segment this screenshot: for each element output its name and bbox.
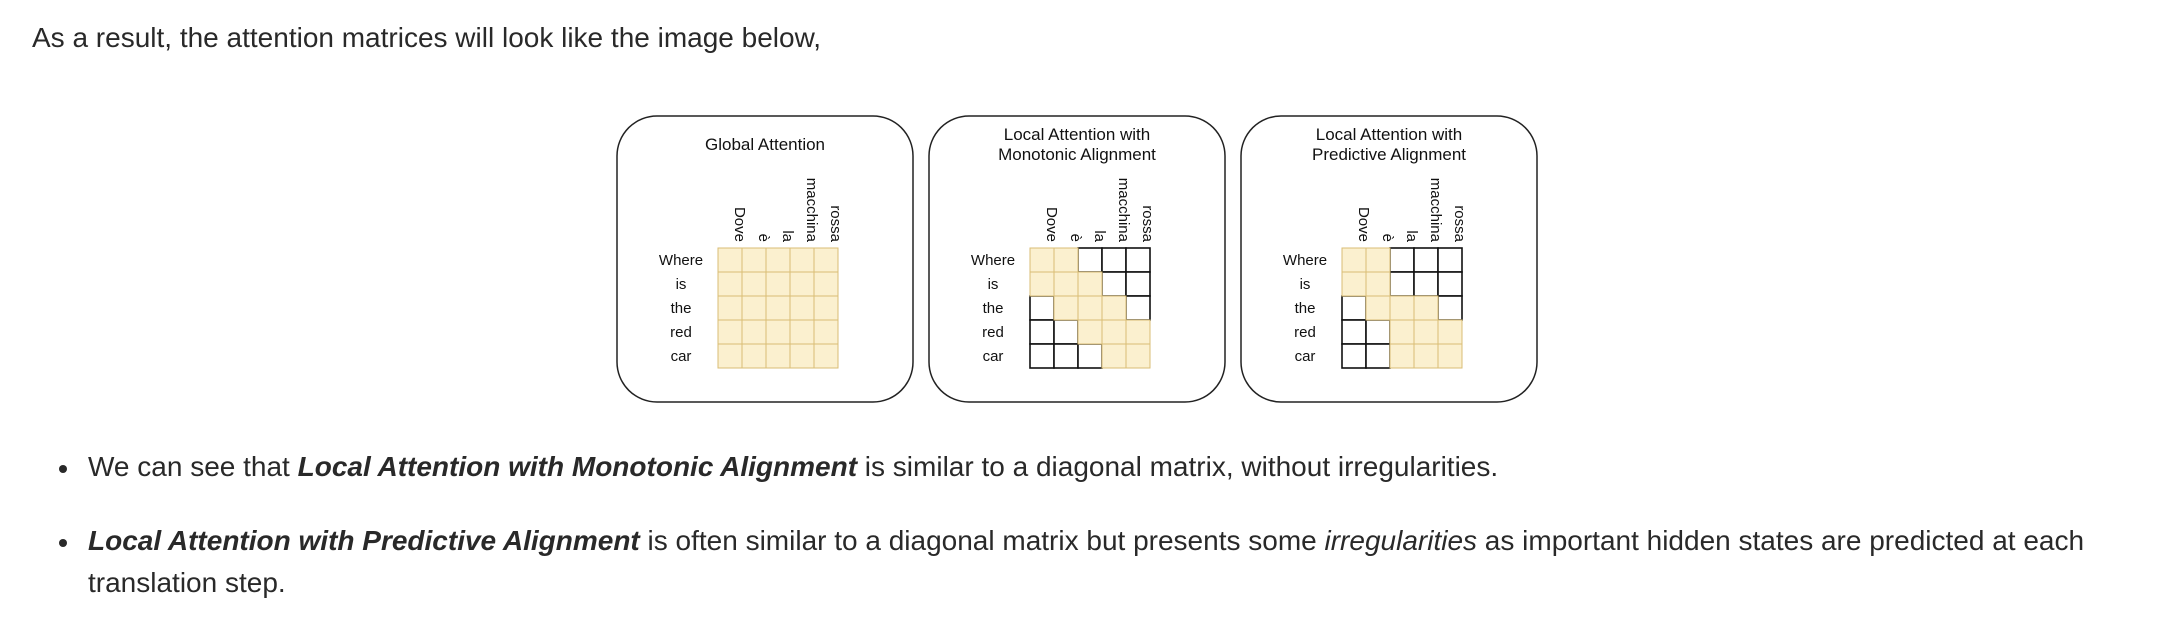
empty-cell	[1126, 272, 1150, 296]
empty-cell	[1366, 320, 1390, 344]
attended-cell	[1438, 320, 1462, 344]
attended-cell	[742, 296, 766, 320]
source-word-label: rossa	[1451, 205, 1468, 242]
empty-cell	[1102, 248, 1126, 272]
target-word-label: Where	[658, 252, 704, 269]
attention-matrices-diagram	[615, 114, 1549, 404]
attended-cell	[1054, 296, 1078, 320]
attended-cell	[1126, 344, 1150, 368]
attended-cell	[1078, 320, 1102, 344]
attended-cell	[766, 344, 790, 368]
target-word-label: car	[670, 348, 692, 365]
target-word-label: the	[982, 300, 1004, 317]
attended-cell	[790, 248, 814, 272]
attended-cell	[1438, 344, 1462, 368]
bullet-text: as important hidden states are predicted at each translation step.	[88, 525, 2085, 598]
attended-cell	[766, 272, 790, 296]
bullet-text: is often similar to a diagonal matrix but presents some	[639, 525, 1325, 556]
attended-cell	[1366, 248, 1390, 272]
empty-cell	[1366, 344, 1390, 368]
attended-cell	[790, 344, 814, 368]
attended-cell	[1366, 272, 1390, 296]
target-word-label: the	[670, 300, 692, 317]
empty-cell	[1438, 296, 1462, 320]
empty-cell	[1078, 344, 1102, 368]
panel-title: Local Attention with	[1003, 125, 1151, 144]
attended-cell	[718, 344, 742, 368]
attended-cell	[1030, 272, 1054, 296]
attended-cell	[814, 344, 838, 368]
target-word-label: car	[982, 348, 1004, 365]
target-word-label: is	[675, 276, 687, 293]
empty-cell	[1342, 344, 1366, 368]
attended-cell	[766, 248, 790, 272]
attended-cell	[790, 272, 814, 296]
target-word-label: is	[987, 276, 999, 293]
empty-cell	[1102, 272, 1126, 296]
attended-cell	[1390, 320, 1414, 344]
source-word-label: rossa	[1139, 205, 1156, 242]
attended-cell	[742, 344, 766, 368]
emphasis-text: Local Attention with Predictive Alignment	[88, 525, 640, 556]
attended-cell	[742, 248, 766, 272]
attended-cell	[1390, 344, 1414, 368]
empty-cell	[1414, 272, 1438, 296]
attention-matrices-figure	[615, 114, 1549, 404]
attended-cell	[1390, 296, 1414, 320]
bullet-text: is similar to a diagonal matrix, without irregularities.	[857, 451, 1499, 482]
source-word-label: macchina	[1115, 177, 1132, 242]
source-word-label: è	[755, 233, 772, 242]
empty-cell	[1030, 344, 1054, 368]
target-word-label: the	[1294, 300, 1316, 317]
bullet-dot	[59, 465, 67, 473]
attended-cell	[1102, 320, 1126, 344]
source-word-label: la	[1091, 230, 1108, 242]
empty-cell	[1342, 296, 1366, 320]
panel-title: Global Attention	[704, 135, 826, 154]
attended-cell	[1054, 272, 1078, 296]
empty-cell	[1030, 296, 1054, 320]
attended-cell	[718, 296, 742, 320]
attended-cell	[1030, 248, 1054, 272]
target-word-label: is	[1299, 276, 1311, 293]
attended-cell	[1414, 320, 1438, 344]
source-word-label: Dove	[1355, 206, 1372, 242]
italic-text: irregularities	[1324, 525, 1478, 556]
source-word-label: la	[1403, 230, 1420, 242]
attended-cell	[1102, 344, 1126, 368]
attended-cell	[1342, 272, 1366, 296]
source-word-label: macchina	[1427, 177, 1444, 242]
attended-cell	[790, 296, 814, 320]
source-word-label: è	[1379, 233, 1396, 242]
empty-cell	[1078, 248, 1102, 272]
attended-cell	[766, 320, 790, 344]
empty-cell	[1030, 320, 1054, 344]
empty-cell	[1054, 344, 1078, 368]
attended-cell	[790, 320, 814, 344]
source-word-label: la	[779, 230, 796, 242]
attended-cell	[718, 272, 742, 296]
intro-paragraph: As a result, the attention matrices will look like the image below,	[32, 22, 822, 53]
empty-cell	[1390, 272, 1414, 296]
emphasis-text: Local Attention with Monotonic Alignment	[297, 451, 858, 482]
source-word-label: macchina	[803, 177, 820, 242]
attended-cell	[1078, 296, 1102, 320]
attended-cell	[1102, 296, 1126, 320]
panel-title: Predictive Alignment	[1311, 145, 1467, 164]
attended-cell	[1366, 296, 1390, 320]
empty-cell	[1414, 248, 1438, 272]
target-word-label: Where	[970, 252, 1016, 269]
empty-cell	[1438, 248, 1462, 272]
attended-cell	[814, 320, 838, 344]
bullet-dot	[59, 539, 67, 547]
source-word-label: Dove	[1043, 206, 1060, 242]
attended-cell	[1342, 248, 1366, 272]
list-item	[88, 446, 2128, 488]
empty-cell	[1342, 320, 1366, 344]
attended-cell	[1078, 272, 1102, 296]
empty-cell	[1390, 248, 1414, 272]
panel-title: Local Attention with	[1315, 125, 1463, 144]
attended-cell	[1126, 320, 1150, 344]
target-word-label: red	[1294, 324, 1316, 341]
attended-cell	[718, 248, 742, 272]
target-word-label: red	[982, 324, 1004, 341]
target-word-label: red	[670, 324, 692, 341]
attended-cell	[814, 296, 838, 320]
source-word-label: è	[1067, 233, 1084, 242]
attended-cell	[1414, 296, 1438, 320]
empty-cell	[1438, 272, 1462, 296]
attended-cell	[814, 248, 838, 272]
source-word-label: rossa	[827, 205, 844, 242]
panel-title: Monotonic Alignment	[998, 145, 1156, 164]
attended-cell	[1054, 248, 1078, 272]
attended-cell	[1414, 344, 1438, 368]
bullet-text: We can see that	[88, 451, 298, 482]
attended-cell	[814, 272, 838, 296]
attended-cell	[718, 320, 742, 344]
attended-cell	[742, 320, 766, 344]
empty-cell	[1126, 248, 1150, 272]
source-word-label: Dove	[731, 206, 748, 242]
attended-cell	[742, 272, 766, 296]
list-item	[88, 520, 2128, 604]
observations-list	[0, 446, 2128, 636]
target-word-label: Where	[1282, 252, 1328, 269]
attended-cell	[766, 296, 790, 320]
empty-cell	[1054, 320, 1078, 344]
target-word-label: car	[1294, 348, 1316, 365]
empty-cell	[1126, 296, 1150, 320]
